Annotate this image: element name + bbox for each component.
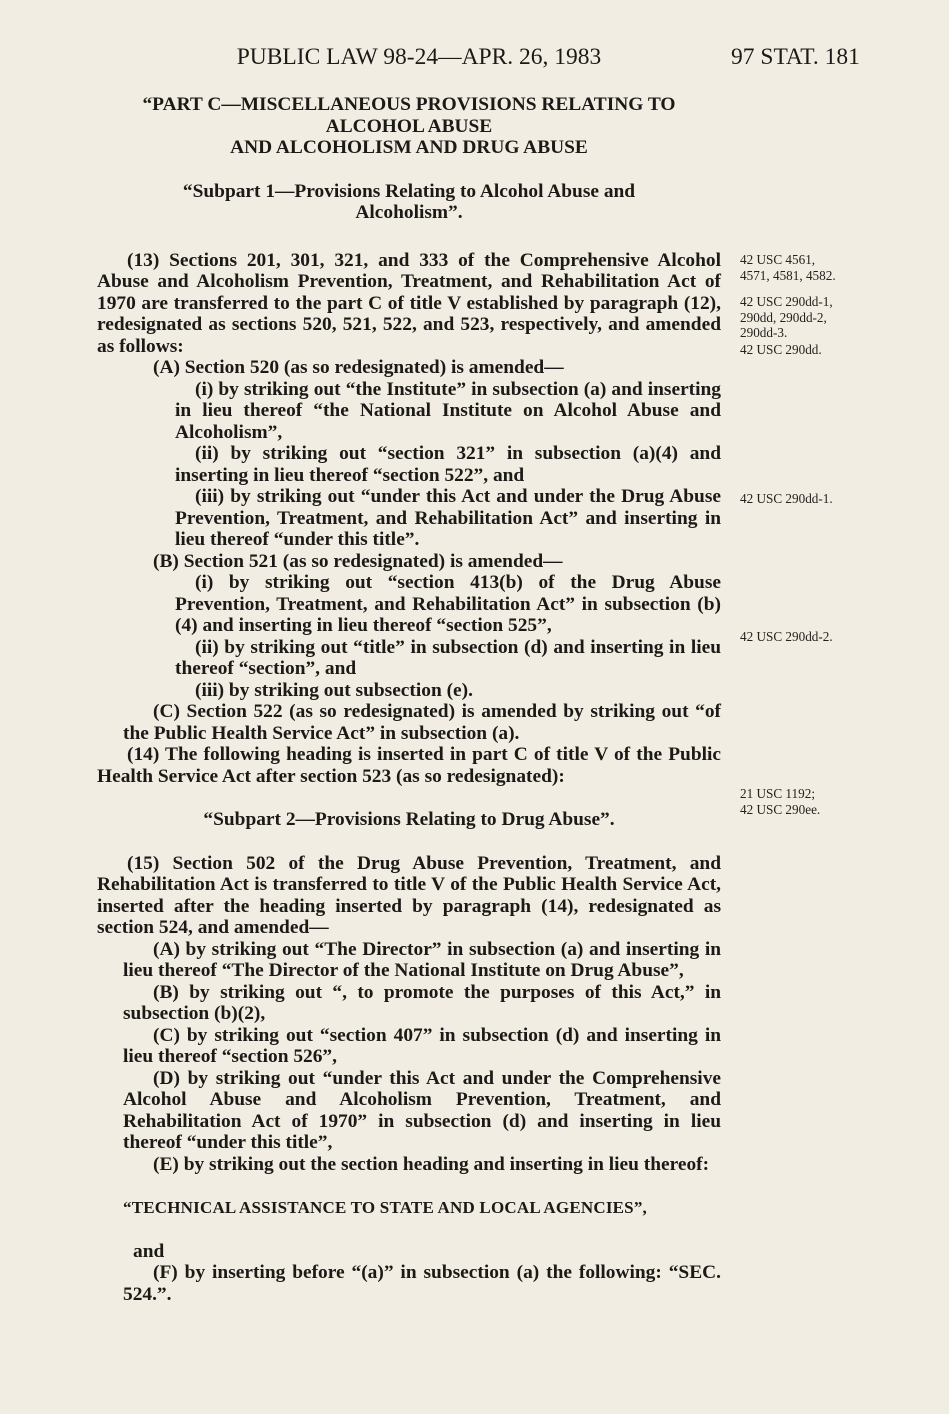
subpart1-heading-line1: “Subpart 1—Provisions Relating to Alcohol Abuse and — [182, 180, 636, 202]
subpara-13-b: (B) Section 521 (as so redesignated) is amended— — [153, 550, 563, 572]
subpart2-heading: “Subpart 2—Provisions Relating to Drug Abuse”. — [203, 809, 615, 830]
clause-13-b-ii: (ii) by striking out “title” in subsection (d) and inserting in lieu thereof “section”, and — [175, 636, 721, 679]
margin-note-42usc290dd-2 — [740, 629, 940, 645]
margin-note-21usc1192 — [740, 786, 940, 817]
margin-note-42usc290dd-1 — [740, 294, 940, 341]
subpara-15-b: (B) by striking out “, to promote the purposes of this Act,” in subsection (b)(2), — [123, 981, 721, 1024]
subpara-15-f: (F) by inserting before “(a)” in subsection (a) the following: “SEC. 524.”. — [123, 1262, 721, 1305]
margin-note-line: 42 USC 290dd-1, — [740, 294, 833, 309]
margin-note-line: 4571, 4581, 4582. — [740, 267, 836, 283]
paragraph-15: (15) Section 502 of the Drug Abuse Prevention, Treatment, and Rehabilitation Act is transferred to title V of the Public Health Service Act, inserted after the heading inserted by paragraph (14), redesignated as section 524, and amended— — [97, 852, 721, 938]
connector-and: and — [133, 1240, 165, 1262]
technical-assistance-heading: “TECHNICAL ASSISTANCE TO STATE AND LOCAL AGENCIES”, — [123, 1198, 647, 1217]
subpara-15-a: (A) by striking out “The Director” in subsection (a) and inserting in lieu thereof “The Director of the National Institute on Drug Abuse”, — [123, 938, 721, 981]
margin-note-line: 21 USC 1192; — [740, 786, 815, 801]
margin-note-line: 42 USC 290ee. — [740, 801, 821, 817]
paragraph-14: (14) The following heading is inserted in part C of title V of the Public Health Service Act after section 523 (as so redesignated): — [97, 744, 721, 787]
clause-13-a-ii: (ii) by striking out “section 321” in subsection (a)(4) and inserting in lieu thereof “section 522”, and — [175, 443, 721, 486]
subpara-13-a: (A) Section 520 (as so redesignated) is amended— — [153, 357, 564, 378]
part-heading-line1: “PART C—MISCELLANEOUS PROVISIONS RELATING TO ALCOHOL ABUSE — [142, 94, 676, 137]
clause-13-a-i: (i) by striking out “the Institute” in subsection (a) and inserting in lieu thereof “the National Institute on Alcohol Abuse and Alcoholism”, — [175, 378, 721, 443]
margin-note-line: 290dd-3. — [740, 325, 788, 340]
clause-13-b-i: (i) by striking out “section 413(b) of the Drug Abuse Prevention, Treatment, and Rehabilitation Act” in subsection (b)(4) and inserting in lieu thereof “section 525”, — [175, 572, 721, 636]
subpart1-heading-line2: Alcoholism”. — [355, 202, 463, 223]
clause-13-a-iii: (iii) by striking out “under this Act and under the Drug Abuse Prevention, Treatment, and Rehabilitation Act” and inserting in lieu thereof “under this title”. — [175, 486, 721, 550]
page-header-title: PUBLIC LAW 98-24—APR. 26, 1983 — [236, 44, 602, 70]
subpara-15-d: (D) by striking out “under this Act and under the Comprehensive Alcohol Abuse and Alcoholism Prevention, Treatment, and Rehabilitation Act of 1970” in subsection (d) and inserting in lieu thereof “under this title”, — [123, 1067, 721, 1153]
margin-note-42usc290dd-1-b — [740, 491, 940, 507]
subpara-15-c: (C) by striking out “section 407” in subsection (d) and inserting in lieu thereof “section 526”, — [123, 1024, 721, 1067]
margin-note-42usc4561 — [740, 252, 940, 283]
margin-note-line: 42 USC 290dd-1. — [740, 491, 833, 506]
main-text-column — [97, 94, 721, 1305]
clause-13-b-iii: (iii) by striking out subsection (e). — [195, 679, 473, 701]
margin-note-line: 290dd, 290dd-2, — [740, 309, 827, 325]
margin-note-line: 42 USC 290dd-2. — [740, 629, 833, 644]
subpara-13-c: (C) Section 522 (as so redesignated) is amended by striking out “of the Public Health Service Act” in subsection (a). — [123, 701, 721, 744]
margin-note-line: 42 USC 290dd. — [740, 342, 822, 357]
margin-note-42usc290dd — [740, 342, 940, 358]
page-header-stat: 97 STAT. 181 — [731, 44, 860, 70]
subpara-15-e: (E) by striking out the section heading and inserting in lieu thereof: — [153, 1153, 710, 1175]
part-heading-line2: AND ALCOHOLISM AND DRUG ABUSE — [230, 137, 588, 158]
margin-note-line: 42 USC 4561, — [740, 252, 816, 267]
paragraph-13: (13) Sections 201, 301, 321, and 333 of the Comprehensive Alcohol Abuse and Alcoholism Prevention, Treatment, and Rehabilitation Act of 1970 are transferred to the part C of title V established by paragraph (12), redesignated as sections 520, 521, 522, and 523, respectively, and amended as follows: — [97, 249, 721, 357]
